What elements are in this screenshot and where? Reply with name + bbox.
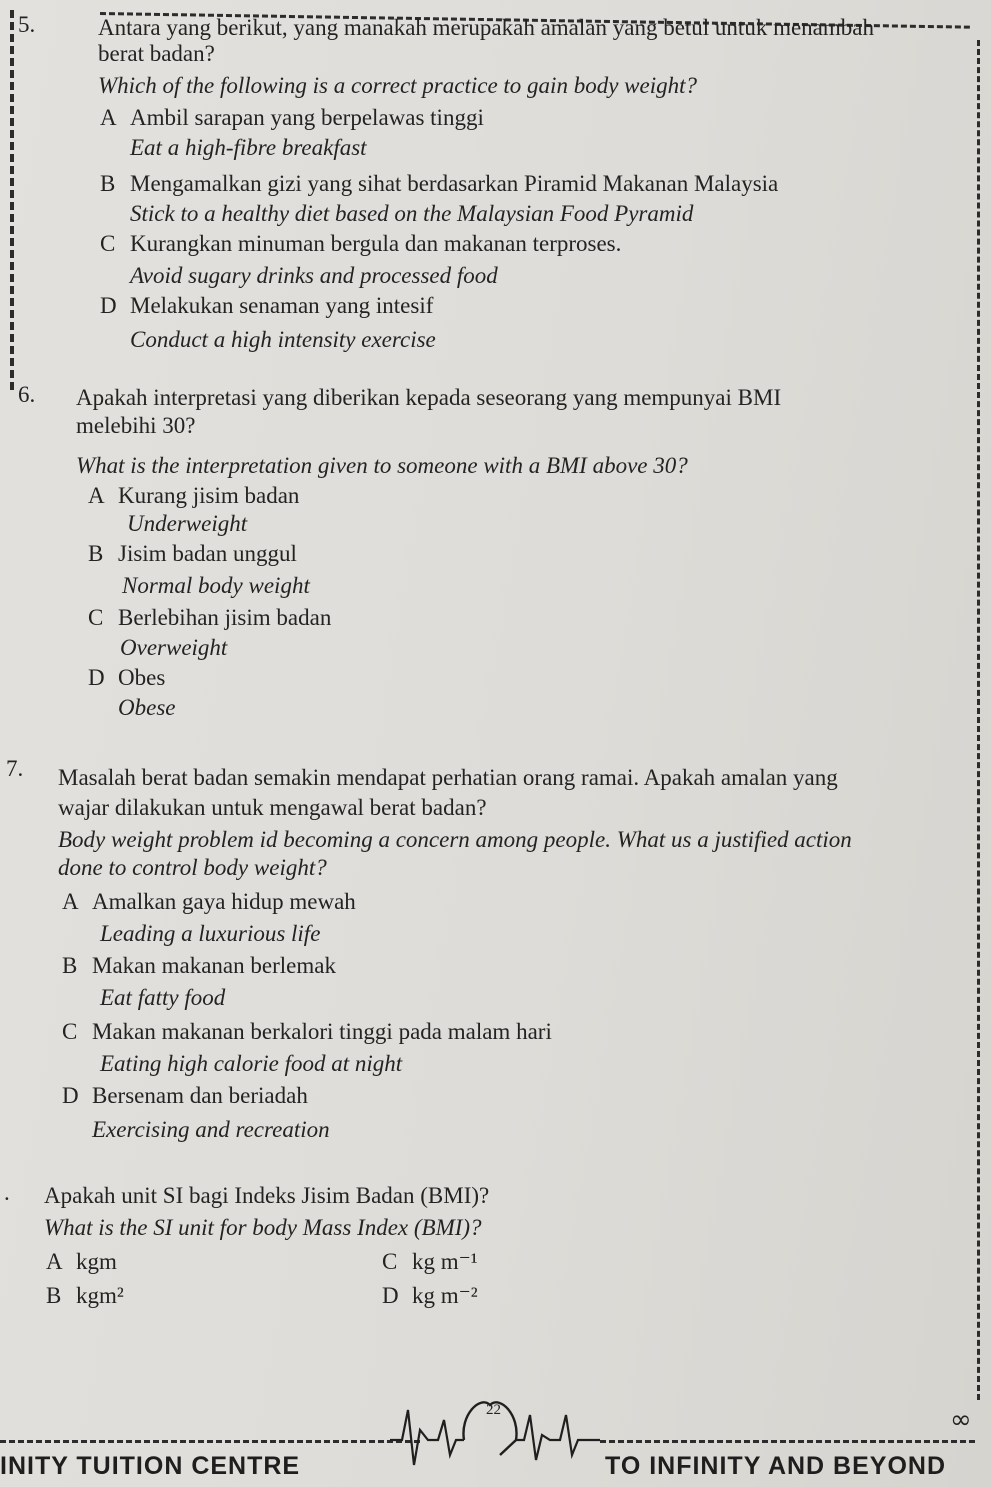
option-c-en: Overweight [120,635,228,660]
option-d-en: Conduct a high intensity exercise [130,327,436,352]
question-text-en: Body weight problem id becoming a concern among people. What us a justified action [58,827,852,852]
option-a-en: Eat a high-fibre breakfast [130,135,367,160]
question-text-ms: Apakah unit SI bagi Indeks Jisim Badan (BMI)? [44,1183,490,1208]
option-a-en: Leading a luxurious life [100,921,321,946]
option-b: B Mengamalkan gizi yang sihat berdasarkan Piramid Makanan Malaysia [100,171,779,196]
right-dashed-border [977,40,980,1400]
option-b: B Makan makanan berlemak [62,953,336,978]
option-d: D Bersenam dan beriadah [62,1083,308,1108]
option-c-en: Avoid sugary drinks and processed food [130,263,498,288]
question-text-ms-cont: melebihi 30? [76,413,196,438]
option-b-en: Normal body weight [122,573,310,598]
question-text-ms-cont: wajar dilakukan untuk mengawal berat badan? [58,795,487,820]
option-b: B kgm² [46,1283,124,1308]
infinity-icon: ∞ [950,1405,972,1435]
option-a: A Amalkan gaya hidup mewah [62,889,356,914]
question-text-en-cont: done to control body weight? [58,855,327,880]
option-d: D kg m⁻² [382,1283,478,1308]
option-c: C Kurangkan minuman bergula dan makanan terproses. [100,231,622,256]
option-b-en: Eat fatty food [100,985,226,1010]
option-b-en: Stick to a healthy diet based on the Malaysian Food Pyramid [130,201,694,226]
question-text-en: What is the SI unit for body Mass Index (BMI)? [44,1215,482,1240]
page-number: 22 [486,1402,501,1418]
option-c-en: Eating high calorie food at night [100,1051,403,1076]
option-a: A kgm [46,1249,117,1274]
option-a: A Kurang jisim badan [88,483,300,508]
question-text-ms: Apakah interpretasi yang diberikan kepada seseorang yang mempunyai BMI [76,385,782,410]
question-number: 7. [6,756,24,781]
left-dashed-border [10,10,14,390]
footer-dashed-line-left [0,1440,420,1443]
option-d-en: Obese [118,695,176,720]
option-c: C Berlebihan jisim badan [88,605,332,630]
option-d-en: Exercising and recreation [92,1117,330,1142]
option-d: D Obes [88,665,166,690]
question-number: 5. [18,12,36,37]
question-number: 6. [18,382,36,407]
question-number: . [4,1180,10,1205]
footer-brand-left: INITY TUITION CENTRE [0,1452,301,1480]
option-b: B Jisim badan unggul [88,541,297,566]
option-c: C kg m⁻¹ [382,1249,478,1274]
option-d: D Melakukan senaman yang intesif [100,293,434,318]
option-c: C Makan makanan berkalori tinggi pada malam hari [62,1019,552,1044]
heartbeat-heart-icon [390,1385,600,1475]
option-a-en: Underweight [127,511,248,536]
footer-slogan: TO INFINITY AND BEYOND [605,1452,947,1480]
question-text-en: Which of the following is a correct practice to gain body weight? [98,73,697,98]
question-text-ms-cont: berat badan? [98,41,215,66]
question-text-ms: Masalah berat badan semakin mendapat perhatian orang ramai. Apakah amalan yang [58,765,838,790]
question-text-en: What is the interpretation given to someone with a BMI above 30? [76,453,688,478]
question-text-ms: Antara yang berikut, yang manakah merupakah amalan yang betul untuk menambah [98,15,874,40]
footer-dashed-line-right [600,1440,975,1443]
option-a: A Ambil sarapan yang berpelawas tinggi [100,105,484,130]
